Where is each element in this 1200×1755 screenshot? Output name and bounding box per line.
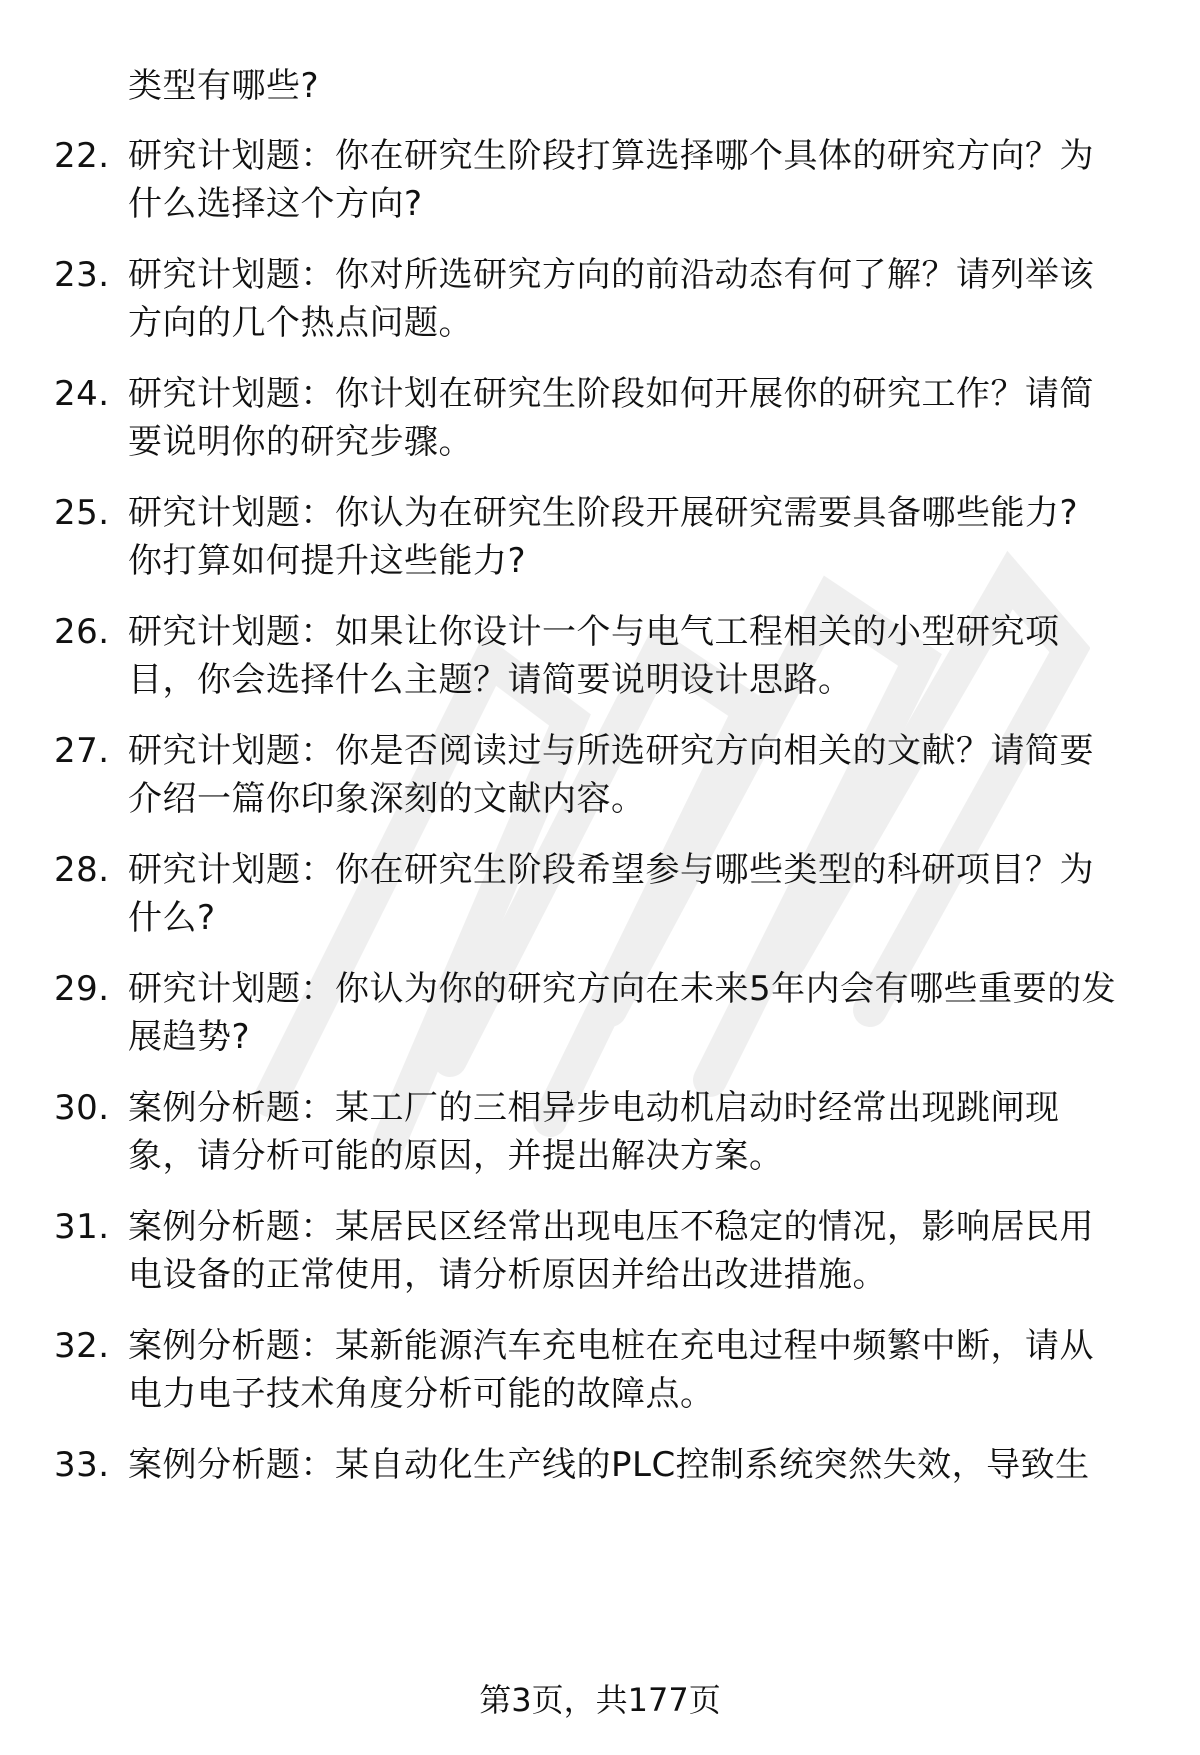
page-number-footer: 第3页，共177页 xyxy=(479,1681,721,1719)
item-text-line: 方向的几个热点问题。 xyxy=(128,303,473,343)
item-number: 22. xyxy=(54,136,110,176)
item-text-line: 案例分析题：某工厂的三相异步电动机启动时经常出现跳闸现 xyxy=(128,1088,1060,1128)
item-text-line: 案例分析题：某新能源汽车充电桩在充电过程中频繁中断，请从 xyxy=(128,1326,1094,1366)
item-text-line: 案例分析题：某自动化生产线的PLC控制系统突然失效，导致生 xyxy=(128,1445,1090,1485)
item-text-line: 研究计划题：如果让你设计一个与电气工程相关的小型研究项 xyxy=(128,612,1060,652)
item-text-line: 展趋势? xyxy=(128,1017,251,1057)
item-text-line: 研究计划题：你在研究生阶段希望参与哪些类型的科研项目？为 xyxy=(128,850,1094,890)
item-number: 33. xyxy=(54,1445,110,1485)
item-text-line: 目，你会选择什么主题？请简要说明设计思路。 xyxy=(128,660,853,700)
item-number: 30. xyxy=(54,1088,110,1128)
item-text-line: 象，请分析可能的原因，并提出解决方案。 xyxy=(128,1136,784,1176)
item-text-line: 研究计划题：你对所选研究方向的前沿动态有何了解？请列举该 xyxy=(128,255,1094,295)
item-number: 28. xyxy=(54,850,110,890)
item-text-line: 研究计划题：你认为你的研究方向在未来5年内会有哪些重要的发 xyxy=(128,969,1117,1009)
item-text-line: 介绍一篇你印象深刻的文献内容。 xyxy=(128,779,646,819)
item-number: 25. xyxy=(54,493,110,533)
item-number: 24. xyxy=(54,374,110,414)
item-text-line: 什么选择这个方向? xyxy=(128,184,423,224)
item-text-line: 研究计划题：你是否阅读过与所选研究方向相关的文献？请简要 xyxy=(128,731,1094,771)
item-number: 31. xyxy=(54,1207,110,1247)
item-text-line: 研究计划题：你计划在研究生阶段如何开展你的研究工作？请简 xyxy=(128,374,1094,414)
item-text-line: 要说明你的研究步骤。 xyxy=(128,422,473,462)
item-number: 27. xyxy=(54,731,110,771)
item-text-line: 电设备的正常使用，请分析原因并给出改进措施。 xyxy=(128,1255,887,1295)
item-number: 23. xyxy=(54,255,110,295)
item-text-line: 研究计划题：你在研究生阶段打算选择哪个具体的研究方向？为 xyxy=(128,136,1094,176)
item-number: 32. xyxy=(54,1326,110,1366)
item-text-line: 电力电子技术角度分析可能的故障点。 xyxy=(128,1374,715,1414)
continued-text: 类型有哪些? xyxy=(128,66,320,106)
item-text-line: 什么? xyxy=(128,898,216,938)
item-text-line: 你打算如何提升这些能力? xyxy=(128,541,527,581)
item-text-line: 研究计划题：你认为在研究生阶段开展研究需要具备哪些能力? xyxy=(128,493,1079,533)
item-number: 26. xyxy=(54,612,110,652)
item-number: 29. xyxy=(54,969,110,1009)
item-text-line: 案例分析题：某居民区经常出现电压不稳定的情况，影响居民用 xyxy=(128,1207,1094,1247)
